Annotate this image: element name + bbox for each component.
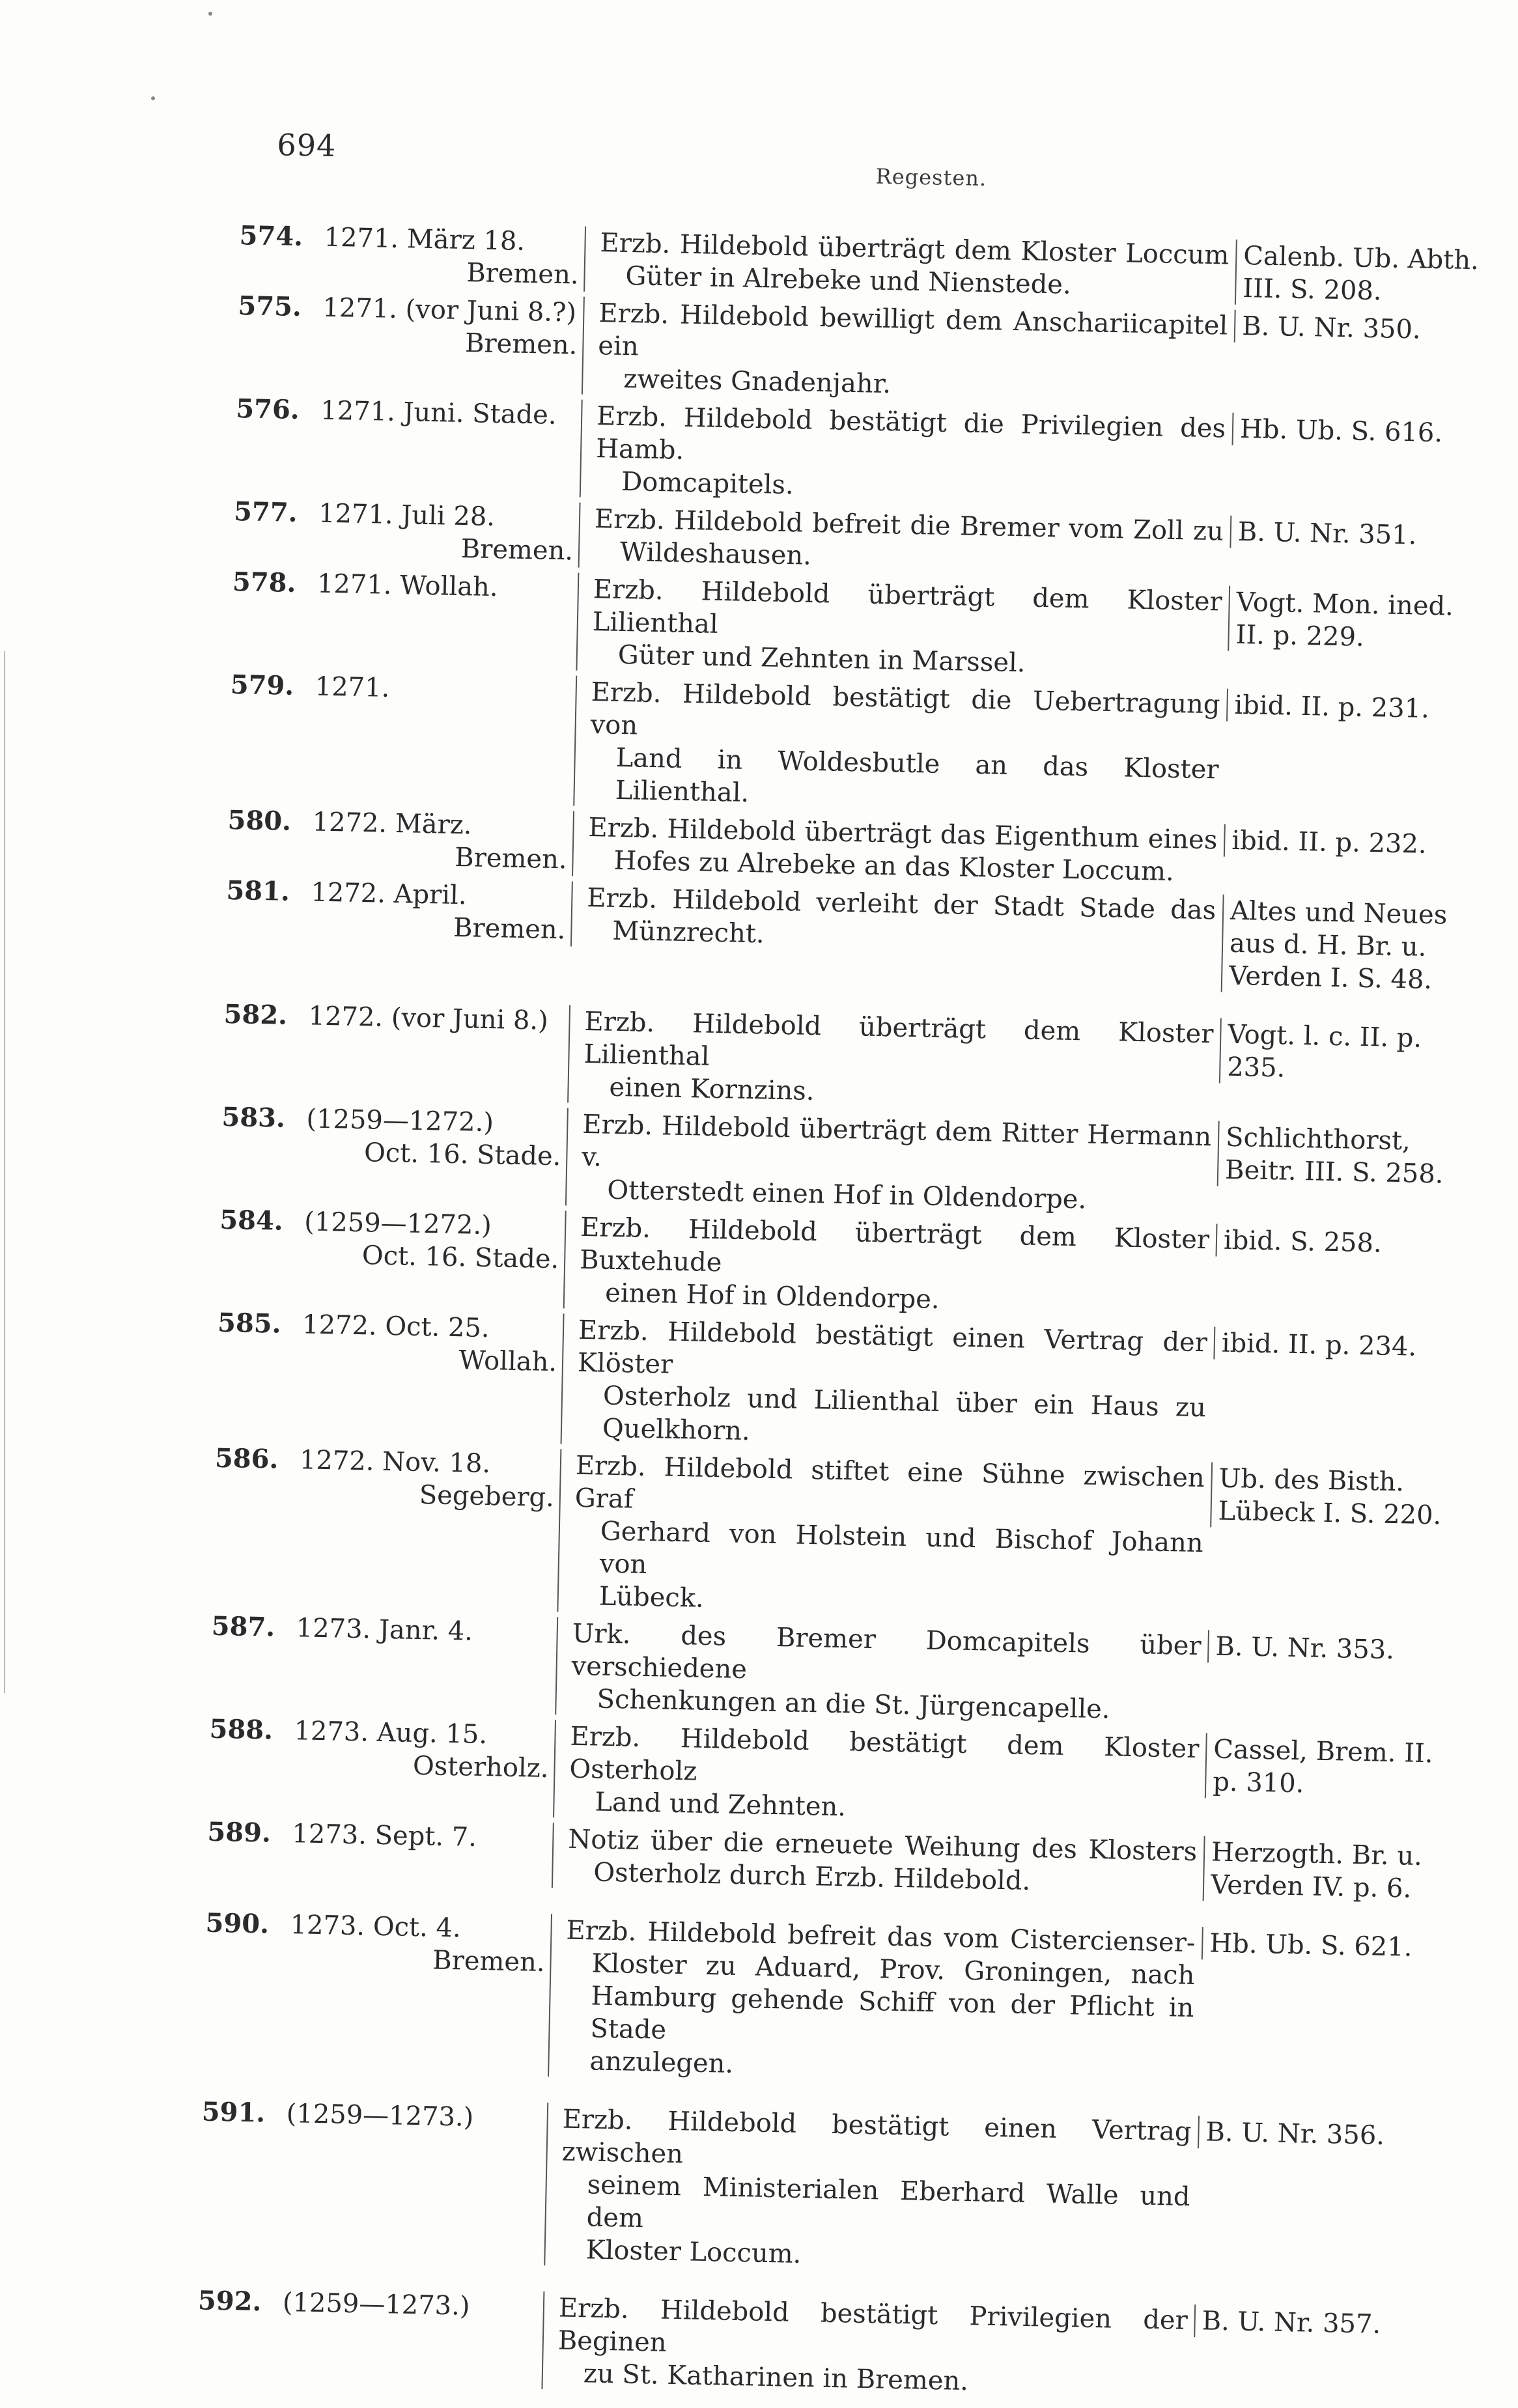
summary-line: Güter und Zehnten in Marssel. — [617, 639, 1026, 679]
summary-line: Land und Zehnten. — [595, 1787, 847, 1823]
entry-source — [1230, 516, 1491, 553]
summary-line: Erzb. Hildebold überträgt das Eigenthum eines — [588, 813, 1218, 856]
entry-summary — [548, 1914, 1202, 2090]
entry-summary — [565, 1108, 1218, 1218]
source-line: B. U. Nr. 353. — [1215, 1631, 1395, 1666]
entry-date-place — [316, 568, 578, 606]
entry-summary — [541, 2291, 1194, 2402]
entry-summary — [552, 1823, 1204, 1901]
entry-date: 1272. (vor Juni 8.) — [308, 1001, 549, 1036]
entry-place: Oct. 16. Stade. — [361, 1240, 559, 1275]
source-line: Lübeck I. S. 220. — [1218, 1496, 1442, 1531]
entry-summary — [553, 1720, 1206, 1830]
entry-summary — [573, 676, 1227, 819]
entry-date-place — [292, 1817, 553, 1855]
source-line: Calenb. Ub. Abth. — [1243, 241, 1480, 276]
entry-meta — [223, 998, 569, 1038]
entry-date: (1259—1273.) — [282, 2288, 470, 2321]
entry-date: 1271. (vor Juni 8.?) — [322, 292, 577, 328]
entry-date-place — [310, 876, 572, 946]
entry-date-place — [286, 2097, 547, 2135]
entry-date-place — [289, 1909, 551, 1979]
entry-source — [1232, 413, 1493, 451]
regest-entry — [218, 1204, 1477, 1327]
summary-line: Münzrecht. — [611, 916, 765, 949]
entry-date: 1273. Oct. 4. — [290, 1910, 462, 1944]
summary-line: einen Kornzins. — [609, 1072, 815, 1107]
entry-number: 592. — [197, 2285, 262, 2317]
entry-date-place — [282, 2286, 543, 2324]
entry-number: 577. — [233, 496, 298, 528]
entry-source — [1210, 1462, 1472, 1532]
entry-summary — [582, 297, 1235, 408]
summary-line: Güter in Alrebeke und Nienstede. — [625, 260, 1072, 300]
entry-date-place — [305, 1102, 567, 1173]
summary-line: Erzb. Hildebold befreit die Bremer vom Zoll zu — [594, 504, 1224, 547]
entry-date-place — [302, 1308, 563, 1379]
regest-entry — [216, 1307, 1475, 1463]
source-line: Verden I. S. 48. — [1228, 960, 1433, 996]
source-line: B. U. Nr. 351. — [1237, 516, 1417, 551]
entry-number: 585. — [217, 1307, 282, 1339]
summary-line: Erzb. Hildebold bestätigt die Privilegien des Hamb. — [595, 401, 1226, 466]
entry-source — [1198, 2116, 1459, 2153]
entry-source — [1228, 586, 1489, 656]
entry-meta — [198, 2284, 544, 2324]
entry-meta — [230, 669, 576, 708]
entry-number: 575. — [238, 290, 302, 322]
summary-line: Quelkhorn. — [602, 1413, 751, 1447]
entry-meta — [237, 290, 583, 362]
summary-line: Hofes zu Alrebeke an das Kloster Loccum. — [613, 845, 1175, 888]
summary-line: Erzb. Hildebold bewilligt dem Anschariicapitel ein — [597, 298, 1228, 362]
entry-source — [1203, 1836, 1465, 1906]
regest-entry — [225, 875, 1483, 998]
entry-place: Bremen. — [460, 533, 574, 567]
regest-entry — [220, 1101, 1479, 1224]
summary-line: Erzb. Hildebold bestätigt Privilegien der Beginen — [557, 2293, 1188, 2358]
summary-line: Erzb. Hildebold bestätigt dem Kloster Osterholz — [569, 1721, 1200, 1787]
entry-date: 1271. — [315, 671, 390, 703]
entry-place: Bremen. — [432, 1945, 546, 1978]
source-line: Hb. Ub. S. 621. — [1209, 1928, 1413, 1963]
entry-source — [1216, 1224, 1477, 1261]
entry-number: 580. — [227, 804, 292, 837]
entry-meta — [221, 1101, 567, 1173]
entry-summary — [580, 400, 1233, 511]
source-line: Vogt. Mon. ined. — [1236, 587, 1454, 622]
entry-date-place — [320, 395, 582, 432]
summary-line: Erzb. Hildebold bestätigt einen Vertrag zwischen — [561, 2104, 1192, 2170]
regest-entry — [228, 669, 1487, 824]
entry-number: 589. — [207, 1816, 272, 1849]
regest-entry — [212, 1442, 1472, 1631]
regest-entry — [199, 2095, 1459, 2284]
entry-number: 584. — [219, 1204, 284, 1237]
entry-meta — [238, 219, 585, 292]
summary-line: Wildeshausen. — [619, 537, 812, 571]
summary-line: Hamburg gehende Schiff von der Pflicht in Stade — [590, 1981, 1194, 2045]
entry-date-place — [303, 1205, 565, 1276]
entry-place: Wollah. — [458, 1345, 557, 1378]
regest-entry — [231, 566, 1489, 689]
source-line: Schlichthorst, — [1225, 1122, 1411, 1156]
summary-line: Lübeck. — [598, 1581, 705, 1614]
entry-date-place — [298, 1444, 560, 1514]
source-line: Verden IV. p. 6. — [1210, 1869, 1412, 1904]
entry-number: 588. — [209, 1713, 274, 1746]
entry-date: 1271. Juli 28. — [318, 498, 496, 533]
entry-place: Segeberg. — [419, 1480, 555, 1513]
regest-entry — [197, 2284, 1455, 2407]
entry-source — [1213, 1326, 1474, 1364]
entry-place: Oct. 16. Stade. — [363, 1138, 561, 1172]
source-line: Altes und Neues — [1230, 895, 1448, 931]
regest-entry — [210, 1610, 1469, 1733]
entry-place: Osterholz. — [412, 1750, 549, 1784]
source-line: B. U. Nr. 356. — [1205, 2117, 1385, 2151]
source-line: p. 310. — [1212, 1767, 1304, 1799]
entry-summary — [572, 811, 1224, 889]
entry-date-place — [293, 1715, 555, 1785]
source-line: ibid. II. p. 231. — [1234, 690, 1430, 724]
entry-date: (1259—1272.) — [306, 1104, 494, 1138]
summary-line: Erzb. Hildebold überträgt dem Kloster Lilienthal — [583, 1006, 1214, 1072]
summary-line: Erzb. Hildebold verleiht der Stadt Stade das — [586, 882, 1216, 926]
entry-summary — [583, 227, 1236, 305]
summary-line: anzulegen. — [589, 2046, 734, 2079]
entry-date: 1272. März. — [312, 807, 472, 841]
entry-source — [1226, 689, 1487, 727]
summary-line: Osterholz durch Erzb. Hildebold. — [593, 1857, 1031, 1896]
entry-date-place — [296, 1612, 557, 1649]
source-line: Hb. Ub. S. 616. — [1239, 413, 1443, 449]
entry-meta — [233, 496, 580, 568]
summary-line: Otterstedt einen Hof in Oldendorpe. — [606, 1175, 1087, 1215]
entry-date-place — [318, 497, 580, 568]
entry-meta — [232, 566, 578, 606]
source-line: 235. — [1226, 1052, 1286, 1084]
regest-entry — [208, 1713, 1467, 1836]
entry-source — [1235, 240, 1497, 310]
summary-line: Erzb. Hildebold überträgt dem Kloster Lilienthal — [592, 574, 1223, 639]
source-line: III. S. 208. — [1242, 273, 1383, 307]
source-line: ibid. II. p. 232. — [1231, 825, 1427, 860]
entry-meta — [214, 1442, 560, 1515]
entry-meta — [219, 1204, 565, 1276]
entry-number: 583. — [221, 1101, 286, 1134]
entry-meta — [208, 1713, 555, 1785]
entry-summary — [578, 503, 1231, 581]
entry-summary — [576, 573, 1229, 684]
source-line: II. p. 229. — [1235, 619, 1365, 652]
source-line: ibid. II. p. 234. — [1221, 1328, 1417, 1362]
source-line: B. U. Nr. 350. — [1241, 311, 1422, 345]
entry-date-place — [315, 671, 576, 708]
entry-meta — [211, 1610, 557, 1650]
summary-line: Schenkungen an die St. Jürgencapelle. — [597, 1684, 1110, 1725]
entry-meta — [236, 393, 582, 432]
source-line: aus d. H. Br. u. — [1229, 928, 1427, 962]
entry-summary — [544, 2103, 1198, 2278]
source-line: Beitr. III. S. 258. — [1224, 1155, 1444, 1190]
summary-line: Erzb. Hildebold bestätigt einen Vertrag der Klöster — [577, 1315, 1208, 1380]
entry-place: Bremen. — [453, 912, 566, 945]
summary-line: Erzb. Hildebold bestätigt die Uebertragung von — [590, 677, 1220, 741]
entry-source — [1221, 895, 1483, 998]
entry-number: 590. — [205, 1907, 270, 1940]
summary-line: Kloster zu Aduard, Prov. Groningen, nach — [591, 1948, 1195, 1991]
entry-source — [1217, 1121, 1479, 1192]
entry-number: 579. — [230, 669, 294, 701]
entry-summary — [567, 1005, 1220, 1115]
summary-line: Kloster Loccum. — [585, 2235, 802, 2270]
entry-meta — [207, 1816, 553, 1856]
entry-source — [1234, 310, 1495, 348]
entry-date: 1272. Nov. 18. — [299, 1445, 491, 1479]
entry-date-place — [322, 292, 583, 362]
source-line: Herzogth. Br. u. — [1211, 1837, 1423, 1872]
entry-number: 586. — [214, 1442, 279, 1475]
entry-place: Bremen. — [464, 328, 578, 361]
entry-number: 587. — [211, 1610, 275, 1643]
entry-source — [1207, 1630, 1469, 1668]
entry-source — [1219, 1018, 1481, 1089]
entry-number: 582. — [223, 998, 288, 1031]
entry-date: 1271. März 18. — [324, 222, 526, 257]
summary-line: Osterholz und Lilienthal über ein Haus zu — [602, 1380, 1207, 1423]
summary-line: Erzb. Hildebold überträgt dem Kloster Loccum — [600, 228, 1230, 271]
summary-line: Domcapitels. — [621, 466, 794, 501]
entry-source — [1224, 824, 1485, 862]
entry-meta — [217, 1307, 563, 1379]
regesten-table — [197, 214, 1497, 2407]
page-number: 694 — [276, 127, 337, 164]
entry-number: 581. — [226, 875, 290, 907]
source-line: Ub. des Bisth. — [1218, 1463, 1405, 1498]
source-line: Vogt. l. c. II. p. — [1227, 1019, 1422, 1054]
summary-line: Gerhard von Holstein und Bischof Johann von — [599, 1516, 1204, 1580]
entry-number: 591. — [201, 2096, 266, 2129]
entry-summary — [555, 1617, 1208, 1728]
entry-source — [1194, 2304, 1455, 2342]
running-title: Regesten. — [875, 163, 987, 191]
source-line: Cassel, Brem. II. — [1213, 1734, 1433, 1769]
summary-line: Erzb. Hildebold befreit das vom Cistercienser- — [566, 1915, 1196, 1959]
entry-date: 1272. Oct. 25. — [302, 1309, 490, 1344]
summary-line: Erzb. Hildebold stiftet eine Sühne zwischen Graf — [574, 1450, 1205, 1515]
entry-number: 578. — [232, 566, 296, 598]
summary-line: einen Hof in Oldendorpe. — [604, 1278, 940, 1315]
summary-line: Notiz über die erneuete Weihung des Klosters — [567, 1824, 1198, 1868]
entry-meta — [225, 875, 572, 947]
summary-line: Urk. des Bremer Domcapitels über verschiedene — [571, 1618, 1202, 1685]
summary-line: zweites Gnadenjahr. — [623, 363, 892, 400]
regest-entry — [236, 290, 1495, 413]
regest-entry — [234, 393, 1493, 516]
summary-line: Land in Woldesbutle an das Kloster Lilienthal. — [615, 742, 1219, 808]
entry-number: 576. — [235, 393, 300, 425]
entry-meta — [227, 804, 573, 876]
entry-date-place — [308, 1000, 569, 1037]
entry-date: (1259—1272.) — [303, 1207, 492, 1241]
entry-date: (1259—1273.) — [286, 2099, 474, 2133]
entry-number: 574. — [239, 220, 303, 253]
entry-date: 1271. Wollah. — [316, 568, 499, 603]
summary-line: seinem Ministerialen Eberhard Walle und dem — [586, 2170, 1190, 2234]
entry-meta — [204, 1907, 551, 1980]
summary-line: zu St. Katharinen in Bremen. — [583, 2359, 969, 2397]
summary-line: Erzb. Hildebold überträgt dem Kloster Buxtehude — [579, 1212, 1210, 1278]
regest-entry — [203, 1907, 1463, 2095]
entry-date: 1272. April. — [311, 877, 468, 911]
regest-entry — [222, 998, 1481, 1121]
entry-place: Bremen. — [466, 258, 580, 290]
entry-date: 1273. Janr. 4. — [296, 1613, 473, 1647]
entry-place: Bremen. — [454, 842, 568, 875]
entry-date: 1273. Aug. 15. — [294, 1716, 488, 1750]
entry-summary — [557, 1449, 1211, 1625]
entry-source — [1202, 1927, 1463, 1965]
summary-line: Erzb. Hildebold überträgt dem Ritter Hermann v. — [581, 1109, 1212, 1173]
entry-date-place — [311, 806, 573, 876]
entry-date-place — [323, 221, 585, 292]
source-line: ibid. S. 258. — [1223, 1225, 1383, 1259]
entry-summary — [563, 1211, 1216, 1321]
entry-date: 1271. Juni. Stade. — [320, 395, 557, 430]
entry-date: 1273. Sept. 7. — [291, 1819, 477, 1853]
entry-source — [1205, 1733, 1467, 1803]
entry-meta — [201, 2095, 547, 2135]
source-line: B. U. Nr. 357. — [1202, 2306, 1381, 2340]
entry-summary — [561, 1313, 1215, 1457]
entry-summary — [570, 882, 1223, 960]
